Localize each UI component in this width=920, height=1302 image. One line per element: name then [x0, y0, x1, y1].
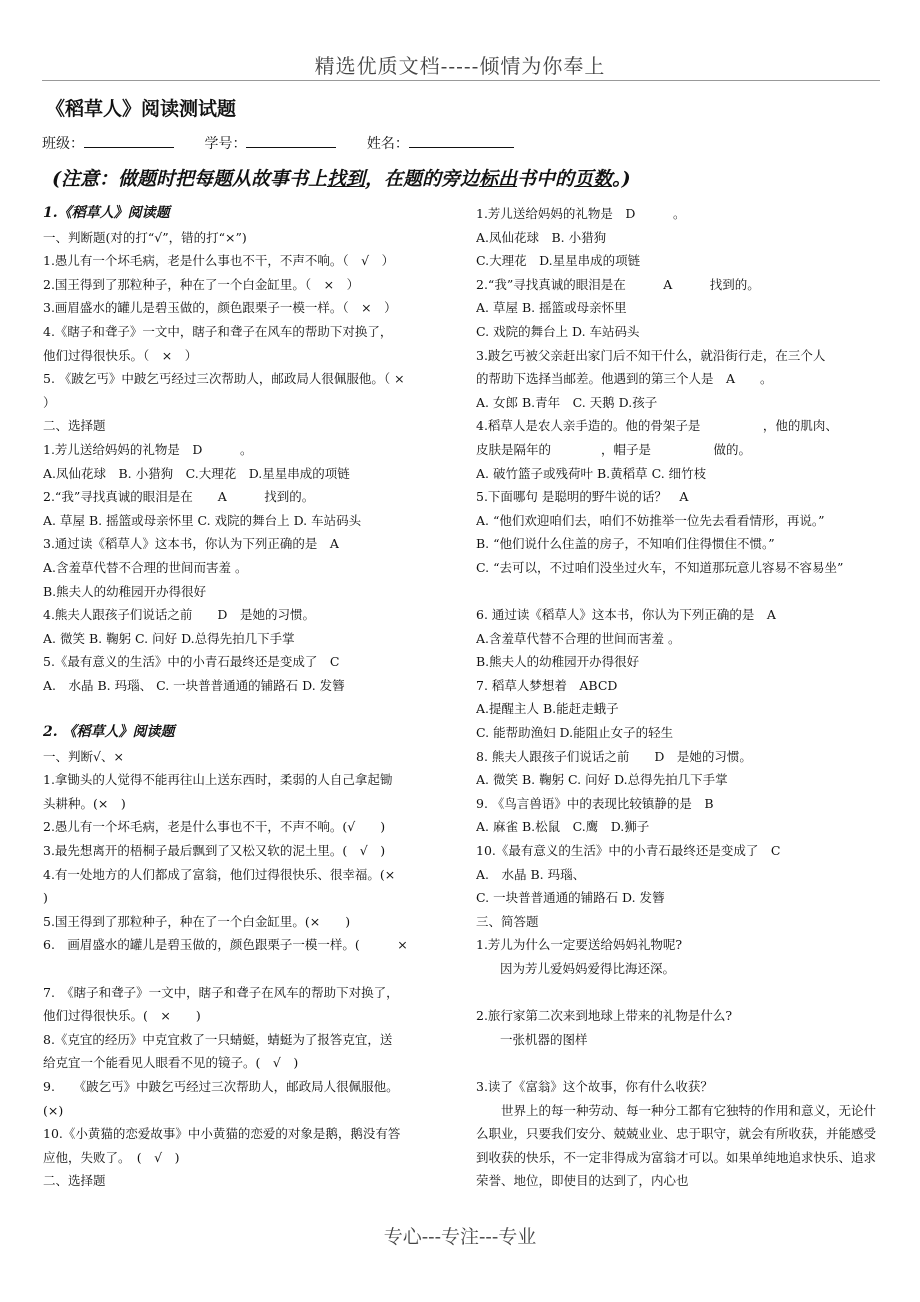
- question-line: ): [43, 890, 48, 906]
- question-line: 7. 《瞎子和聋子》一文中，瞎子和聋子在风车的帮助下对换了，: [43, 984, 399, 1000]
- option-line: A. 微笑 B. 鞠躬 C. 问好 D.总得先拍几下手掌: [476, 772, 728, 788]
- section-label: 一、判断题(对的打“√”，错的打“×”): [43, 229, 247, 245]
- left-column: [43, 202, 448, 1193]
- option-line: A. 破竹篮子或残荷叶 B.黄稻草 C. 细竹枝: [476, 465, 707, 481]
- notice-text: 。): [612, 168, 631, 190]
- option-line: A.提醒主人 B.能赶走蛾子: [476, 701, 619, 717]
- name-label: 姓名：: [366, 136, 409, 152]
- question-line: 2.“我”寻找真诚的眼泪是在 A 找到的。: [476, 276, 760, 292]
- question-line: 9. 《跛乞丐》中跛乞丐经过三次帮助人，邮政局人很佩服他。: [43, 1078, 399, 1094]
- question-line: 4.熊夫人跟孩子们说话之前 D 是她的习惯。: [43, 607, 315, 623]
- question-line: 应他，失败了。 ( √ ): [43, 1149, 180, 1165]
- question-line: 1.芳儿送给妈妈的礼物是 D 。: [476, 206, 686, 221]
- id-blank: [246, 133, 336, 148]
- option-line: A. 微笑 B. 鞠躬 C. 问好 D.总得先拍几下手掌: [43, 630, 295, 646]
- section-heading: 1.《稻草人》阅读题: [43, 205, 170, 221]
- question-line: 1.拿锄头的人觉得不能再往山上送东西时，柔弱的人自己拿起锄: [43, 772, 393, 788]
- notice-underline: 找到: [327, 168, 366, 190]
- question-line: 10.《小黄猫的恋爱故事》中小黄猫的恋爱的对象是鹅，鹅没有答: [43, 1126, 401, 1142]
- question-line: 给克宜一个能看见人眼看不见的镜子。( √ ): [43, 1055, 299, 1071]
- question-line: 5.下面哪句 是聪明的野牛说的话？ A: [476, 489, 714, 505]
- id-label: 学号：: [204, 136, 247, 152]
- notice-text: ，在题的旁边: [365, 168, 480, 190]
- answer-line: 一张机器的图样: [500, 1031, 588, 1047]
- question-line: 头耕种。(× ): [43, 795, 126, 811]
- question-line: 6. 通过读《稻草人》这本书，你认为下列正确的是 A: [476, 607, 814, 623]
- spacer: [476, 981, 886, 1005]
- question-line: 3.跛乞丐被父亲赶出家门后不知干什么，就沿街行走，在三个人: [476, 347, 826, 363]
- class-label: 班级：: [42, 136, 84, 152]
- question-line: 10.《最有意义的生活》中的小青石最终还是变成了 C: [476, 843, 806, 859]
- spacer: [476, 1051, 886, 1075]
- option-line: B.熊夫人的幼稚园开办得很好: [476, 654, 640, 670]
- notice-underline: 页数: [574, 168, 613, 190]
- option-line: A. 草屋 B. 摇篮或母亲怀里 C. 戏院的舞台上 D. 车站码头: [43, 512, 362, 528]
- option-line: B. “他们说什么住盖的房子，不知咱们住得惯住不惯。”: [476, 536, 775, 552]
- question-line: 9. 《鸟言兽语》中的表现比较镇静的是 B: [476, 795, 739, 811]
- option-line: A. 女郎 B.青年 C. 天鹅 D.孩子: [476, 394, 658, 410]
- name-blank: [409, 133, 514, 148]
- question-line: 3.最先想离开的梧桐子最后飘到了又松又软的泥土里。( √ ): [43, 843, 386, 859]
- option-line: A.含羞草代替不合理的世间而害羞 。: [476, 630, 681, 646]
- question-line: 5. 《跛乞丐》中跛乞丐经过三次帮助人，邮政局人很佩服他。（ ×: [43, 371, 405, 387]
- class-blank: [84, 133, 174, 148]
- question-line: 2.国王得到了那粒种子，种在了一个白金缸里。（ × ）: [43, 276, 360, 292]
- question-line: 3.通过读《稻草人》这本书，你认为下列正确的是 A: [43, 536, 389, 552]
- question-line: 他们过得很快乐。( × ): [43, 1008, 201, 1024]
- answer-paragraph: 世界上的每一种劳动、每一种分工都有它独特的作用和意义，无论什么职业，只要我们安分、兢兢业业、忠于职守，就会有所收获，并能感受到收获的快乐，不一定非得成为富翁才可以。如果单纯地追求快乐、追求荣誉、地位，即使目的达到了，内心也: [476, 1102, 877, 1189]
- option-line: A.凤仙花球 B. 小猎狗 C.大理花 D.星星串成的项链: [43, 465, 350, 481]
- option-line: C. 能帮助渔妇 D.能阻止女子的轻生: [476, 725, 674, 741]
- question-line: 2.“我”寻找真诚的眼泪是在 A 找到的。: [43, 489, 315, 505]
- question-line: 2.愚儿有一个坏毛病，老是什么事也不干，不声不响。(√ ): [43, 819, 386, 835]
- header-divider: [42, 80, 880, 81]
- section-label: 一、判断√、×: [43, 748, 124, 764]
- option-line: A.凤仙花球 B. 小猎狗: [476, 229, 607, 245]
- option-line: A. 麻雀 B.松鼠 C.鹰 D.狮子: [476, 819, 650, 835]
- section-heading: 2. 《稻草人》阅读题: [43, 724, 175, 741]
- option-line: C. 戏院的舞台上 D. 车站码头: [476, 323, 640, 339]
- question-line: 1.愚儿有一个坏毛病，老是什么事也不干，不声不响。（ √ ）: [43, 253, 395, 269]
- question-line: 3.画眉盛水的罐儿是碧玉做的，颜色跟栗子一模一样。（ × ）: [43, 300, 397, 316]
- section-label: 二、选择题: [43, 1173, 106, 1189]
- option-line: C. “去可以，不过咱们没坐过火车，不知道那玩意儿容易不容易坐”: [476, 559, 844, 575]
- spacer: [476, 580, 886, 604]
- option-line: A. “他们欢迎咱们去，咱们不妨推举一位先去看看情形，再说。”: [476, 512, 825, 528]
- option-line: A. 草屋 B. 摇篮或母亲怀里: [476, 300, 627, 316]
- question-line: ）: [43, 394, 56, 410]
- question-line: 1.芳儿为什么一定要送给妈妈礼物呢?: [476, 937, 683, 953]
- question-line: 2.旅行家第二次来到地球上带来的礼物是什么?: [476, 1008, 733, 1024]
- question-line: 的帮助下选择当邮差。他遇到的第三个人是 A 。: [476, 371, 773, 387]
- question-line: 5.《最有意义的生活》中的小青石最终还是变成了 C: [43, 654, 365, 670]
- question-line: 5.国王得到了那粒种子，种在了一个白金缸里。(× ): [43, 913, 351, 929]
- question-line: 6. 画眉盛水的罐儿是碧玉做的，颜色跟栗子一模一样。( ×: [43, 937, 408, 953]
- spacer: [43, 697, 448, 721]
- spacer: [43, 957, 448, 981]
- question-line: 4.《瞎子和聋子》一文中，瞎子和聋子在风车的帮助下对换了，: [43, 323, 393, 339]
- notice-text: 书中的: [517, 168, 575, 190]
- option-line: C. 一块普普通通的铺路石 D. 发簪: [476, 890, 665, 906]
- notice-underline: 标出: [479, 168, 518, 190]
- question-line: 3.读了《富翁》这个故事，你有什么收获？: [476, 1078, 713, 1094]
- page-title: 《稻草人》阅读测试题: [46, 98, 237, 120]
- section-label: 二、选择题: [43, 418, 106, 434]
- page-footer: 专心---专注---专业: [383, 1226, 537, 1248]
- question-line: 1.芳儿送给妈妈的礼物是 D 。: [43, 441, 253, 457]
- right-column: [476, 202, 886, 1193]
- question-line: 4.有一处地方的人们都成了富翁，他们过得很快乐、很幸福。(×: [43, 866, 396, 882]
- option-line: A. 水晶 B. 玛瑙、 C. 一块普普通通的铺路石 D. 发簪: [43, 677, 345, 693]
- question-line: 他们过得很快乐。（ × ）: [43, 347, 198, 363]
- section-label: 三、简答题: [476, 913, 539, 929]
- page-header: 精选优质文档-----倾情为你奉上: [314, 54, 606, 78]
- option-line: B.熊夫人的幼稚园开办得很好: [43, 583, 207, 599]
- notice: [52, 164, 631, 191]
- option-line: A.含羞草代替不合理的世间而害羞 。: [43, 559, 248, 575]
- question-line: 皮肤是隔年的 ，帽子是 做的。: [476, 441, 752, 457]
- option-line: C.大理花 D.星星串成的项链: [476, 253, 641, 269]
- question-line: (×): [43, 1102, 64, 1118]
- answer-line: 因为芳儿爱妈妈爱得比海还深。: [500, 961, 676, 976]
- student-info-row: [42, 133, 540, 153]
- question-line: 7. 稻草人梦想着 ABCD: [476, 677, 668, 693]
- notice-text: (注意：做题时把每题从故事书上: [52, 168, 327, 190]
- question-line: 8.《克宜的经历》中克宜救了一只蜻蜓，蜻蜓为了报答克宜，送: [43, 1031, 393, 1047]
- option-line: A. 水晶 B. 玛瑙、: [476, 866, 586, 882]
- question-line: 4.稻草人是农人亲手造的。他的骨架子是 ，他的肌肉、: [476, 418, 838, 434]
- question-line: 8. 熊夫人跟孩子们说话之前 D 是她的习惯。: [476, 748, 752, 764]
